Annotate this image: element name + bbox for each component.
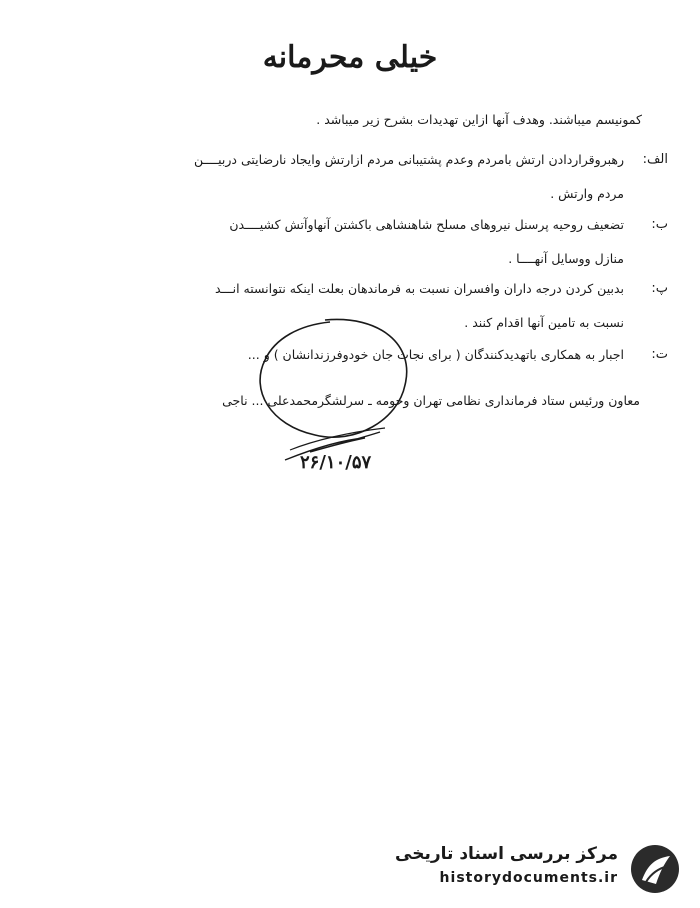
document-date: ۲۶/۱۰/۵۷: [300, 452, 372, 473]
signature-scribble: [230, 300, 430, 475]
archive-name: مرکز بررسی اسناد تاریخی: [395, 844, 618, 864]
item-line: منازل ووسایل آنهــــا .: [508, 251, 624, 266]
list-item: [98, 143, 668, 211]
item-marker: پ:: [651, 281, 668, 296]
item-marker: ت:: [651, 347, 668, 362]
archive-logo-icon: [626, 842, 684, 896]
item-marker: ب:: [651, 217, 668, 232]
document-title: خیلی محرمانه: [262, 40, 438, 75]
item-line: مردم وارتش .: [550, 186, 624, 201]
signatory-line: معاون ورئیس ستاد فرمانداری نظامی تهران وحومه ـ سرلشگرمحمدعلی ... ناجی: [222, 393, 640, 408]
item-line: تضعیف روحیه پرسنل نیروهای مسلح شاهنشاهی باکشتن آنهاوآتش کشیــــدن: [229, 217, 624, 232]
intro-line: کمونیسم میباشند. وهدف آنها ازاین تهدیدات بشرح زیر میباشد .: [316, 112, 642, 127]
item-line: نسبت به تامین آنها اقدام کنند .: [464, 315, 624, 330]
archive-url: historydocuments.ir: [439, 870, 618, 886]
item-line: اجبار به همکاری باتهدیدکنندگان ( برای نجات جان خودوفرزندانشان ) و ...: [247, 347, 624, 362]
item-line: رهبروقراردادن ارتش بامردم وعدم پشتیبانی مردم ازارتش وایجاد نارضایتی دربیــــن: [193, 152, 624, 167]
archive-footer: [390, 838, 690, 898]
item-line: بدبین کردن درجه داران وافسران نسبت به فرماندهان بعلت اینکه نتوانسته انـــد: [215, 281, 624, 296]
list-item: [98, 208, 668, 276]
item-marker: الف:: [642, 152, 668, 167]
